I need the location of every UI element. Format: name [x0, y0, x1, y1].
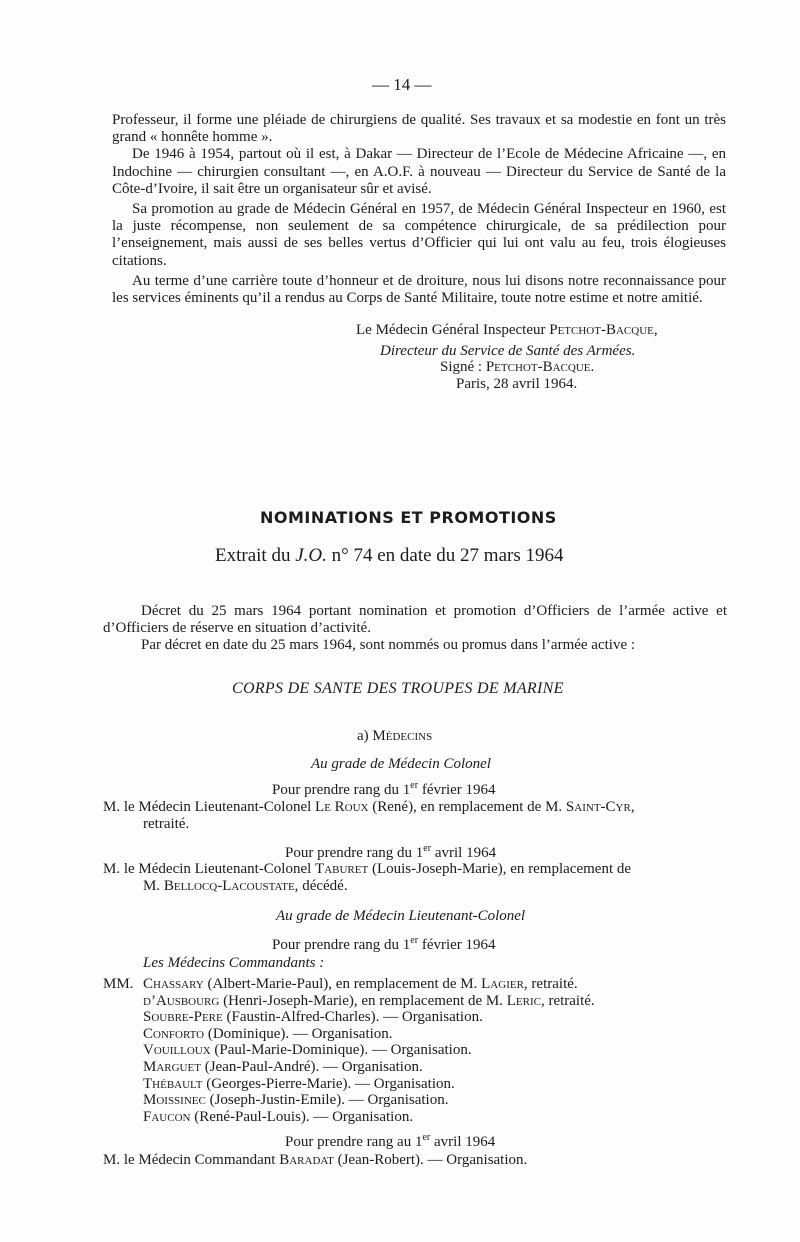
signed-label: Signé : — [440, 359, 483, 375]
intro-paragraph-4: Au terme d’une carrière toute d’honneur et de droiture, nous lui disons notre reconnaissance pour les services éminents qu’il a rendus au Corps de Santé Militaire, toute notre estime et notre amitié. — [112, 272, 726, 307]
entry-name: Bellocq-Lacoustate, — [163, 878, 299, 894]
group-label: Les Médecins Commandants : — [143, 955, 325, 971]
entry-name: Lagier, — [481, 976, 528, 992]
colonel-entry-2 — [103, 861, 631, 878]
signed-name: Petchot-Bacque. — [485, 359, 595, 375]
grade-colonel-rang-1: Pour prendre rang du 1er février 1964 — [272, 780, 496, 798]
entry-name: d’Ausbourg — [143, 992, 220, 1009]
entry-name: Conforto — [143, 1025, 205, 1042]
decree-paragraph-1: Décret du 25 mars 1964 portant nomination et promotion d’Officiers de l’armée active et d’Officiers de réserve en situation d’activité. — [103, 603, 727, 637]
signature-title: Le Médecin Général Inspecteur — [356, 322, 546, 338]
final-entry — [103, 1152, 527, 1169]
grade-lt-colonel-rang-2: Pour prendre rang au 1er avril 1964 — [285, 1132, 496, 1150]
subsection-name: Médecins — [372, 728, 433, 744]
entry-text: (René), en remplacement de M. — [372, 799, 563, 815]
entry-text: M. le Médecin Lieutenant-Colonel — [103, 799, 312, 815]
entry-text: M. — [143, 878, 161, 894]
entry-name: Chassary — [143, 976, 204, 992]
grade-colonel-title: Au grade de Médecin Colonel — [311, 756, 491, 772]
signature-place-date: Paris, 28 avril 1964. — [456, 376, 578, 392]
subsection-heading — [357, 728, 432, 745]
entry-text: (Jean-Robert). — Organisation. — [337, 1152, 528, 1168]
entry-name: Marguet — [143, 1059, 201, 1075]
entry-name: Le Roux — [315, 799, 369, 815]
entry-text: M. le Médecin Commandant — [103, 1152, 276, 1168]
list-item: Vouilloux (Paul-Marie-Dominique). — Organisation. — [143, 1042, 472, 1059]
entry-text: décédé. — [302, 878, 348, 894]
entry-name: Soubre-Pere — [143, 1009, 223, 1026]
list-item: Soubre-Pere (Faustin-Alfred-Charles). — Organisation. — [143, 1009, 483, 1026]
extract-suffix: n° 74 en date du 27 mars 1964 — [331, 545, 564, 566]
entry-name: Saint-Cyr, — [565, 799, 635, 815]
signature-line-1 — [356, 322, 658, 339]
extract-line — [215, 545, 563, 567]
colonel-entry-1-cont: retraité. — [143, 816, 190, 832]
entry-text: (Louis-Joseph-Marie), en remplacement de — [371, 861, 632, 877]
intro-paragraph-1: Professeur, il forme une pléiade de chirurgiens de qualité. Ses travaux et sa modestie en font un très grand « honnête homme ». — [112, 112, 726, 146]
corps-heading: CORPS DE SANTE DES TROUPES DE MARINE — [232, 680, 564, 697]
list-item: Chassary (Albert-Marie-Paul), en remplacement de M. Lagier, retraité. — [143, 976, 578, 992]
list-item: Conforto (Dominique). — Organisation. — [143, 1025, 393, 1042]
entry-name: Vouilloux — [143, 1042, 211, 1059]
signature-line-3 — [440, 359, 594, 376]
intro-paragraph-2: De 1946 à 1954, partout où il est, à Dakar — Directeur de l’Ecole de Médecine Africaine —, en Indochine — chirurgien consultant —, en A.O.F. à nouveau — Directeur du Service de Santé de la Côte-d’Ivoire, il sait être un organisateur sûr et avisé. — [112, 146, 726, 197]
extract-jo: J.O. — [295, 545, 327, 566]
list-item: Marguet (Jean-Paul-André). — Organisation. — [143, 1059, 423, 1075]
mm-label: MM. — [103, 976, 134, 992]
entry-name: Leric, — [506, 992, 545, 1009]
grade-lt-colonel-rang-1: Pour prendre rang du 1er février 1964 — [272, 935, 496, 953]
page-number: — 14 — — [372, 75, 432, 94]
entry-name: Thébault — [143, 1075, 203, 1092]
colonel-entry-1 — [103, 799, 635, 816]
intro-block — [112, 112, 726, 307]
decree-block — [103, 603, 727, 655]
signature-name: Petchot-Bacque, — [549, 322, 658, 338]
signature-line-2: Directeur du Service de Santé des Armées. — [380, 343, 636, 359]
entry-name: Faucon — [143, 1108, 191, 1125]
intro-paragraph-3: Sa promotion au grade de Médecin Général en 1957, de Médecin Général Inspecteur en 1960, est la juste récompense, non seulement de sa compétence chirurgicale, de sa prédilection pour l’enseignement, mais aussi de ses belles vertus d’Officier qui lui ont valu au feu, trois élogieuses citations. — [112, 201, 726, 269]
decree-paragraph-2: Par décret en date du 25 mars 1964, sont nommés ou promus dans l’armée active : — [141, 637, 636, 654]
list-item: d’Ausbourg (Henri-Joseph-Marie), en remplacement de M. Leric, retraité. — [143, 992, 595, 1009]
grade-colonel-rang-2: Pour prendre rang du 1er avril 1964 — [285, 843, 497, 861]
list-item: Thébault (Georges-Pierre-Marie). — Organisation. — [143, 1075, 455, 1092]
grade-lt-colonel-title: Au grade de Médecin Lieutenant-Colonel — [276, 908, 526, 924]
entry-name: Baradat — [279, 1152, 334, 1168]
list-item: Faucon (René-Paul-Louis). — Organisation. — [143, 1108, 414, 1125]
list-item: Moissinec (Joseph-Justin-Emile). — Organisation. — [143, 1092, 449, 1109]
entry-name: Moissinec — [143, 1092, 206, 1109]
extract-prefix: Extrait du — [215, 545, 291, 566]
entry-text: M. le Médecin Lieutenant-Colonel — [103, 861, 312, 877]
section-title: NOMINATIONS ET PROMOTIONS — [260, 508, 557, 527]
colonel-entry-2-cont — [143, 878, 348, 895]
entry-name: Taburet — [315, 861, 369, 877]
subsection-letter: a) — [357, 728, 369, 744]
